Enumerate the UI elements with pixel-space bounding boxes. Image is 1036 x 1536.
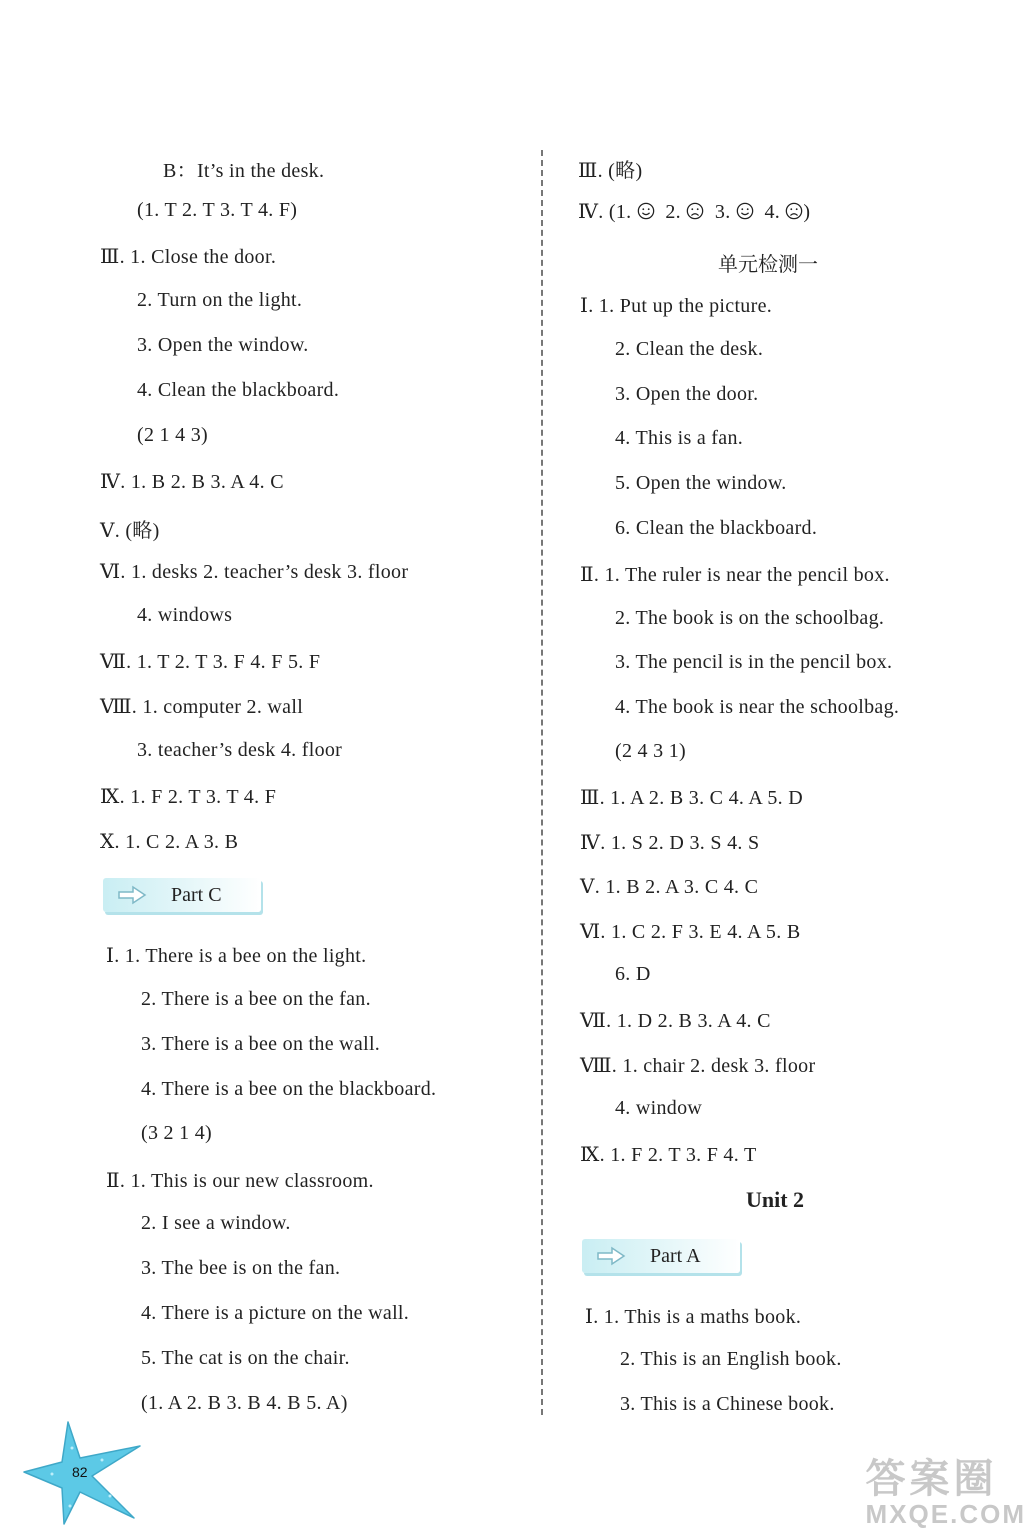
answer-line: 4. There is a picture on the wall. <box>141 1302 410 1324</box>
smile-face-icon <box>736 202 754 220</box>
unit-test-title: 单元检测一 <box>718 254 818 276</box>
section-iv: Ⅳ. 1. B 2. B 3. A 4. C <box>100 471 284 493</box>
answer-line: 2. The book is on the schoolbag. <box>615 607 885 629</box>
iv-prefix: Ⅳ. (1. <box>578 201 632 223</box>
section-iv: Ⅳ. 1. S 2. D 3. S 4. S <box>580 832 760 854</box>
iv-n4: 4. <box>764 201 781 223</box>
answer-line: 6. D <box>615 963 651 985</box>
watermark-top: 答案圈 <box>865 1457 998 1501</box>
answer-line: (3 2 1 4) <box>141 1122 213 1144</box>
section-ix: Ⅸ. 1. F 2. T 3. T 4. F <box>100 786 277 808</box>
answer-line: 3. teacher’s desk 4. floor <box>137 739 343 761</box>
section-iv-faces <box>578 199 810 224</box>
answer-line: (2 1 4 3) <box>137 424 209 446</box>
section-vi: Ⅵ. 1. desks 2. teacher’s desk 3. floor <box>100 561 409 583</box>
section-i: Ⅰ. 1. Put up the picture. <box>580 295 773 317</box>
answer-line: 4. windows <box>137 604 233 626</box>
section-iii: Ⅲ. (略) <box>578 160 643 182</box>
answer-line: (1. A 2. B 3. B 4. B 5. A) <box>141 1392 348 1414</box>
page-number: 82 <box>72 1464 88 1480</box>
section-vi: Ⅵ. 1. C 2. F 3. E 4. A 5. B <box>580 921 801 943</box>
answer-line: (2 4 3 1) <box>615 740 687 762</box>
text-line: B：It’s in the desk. <box>163 160 325 182</box>
part-c-banner <box>103 878 261 912</box>
answer-line: 2. I see a window. <box>141 1212 291 1234</box>
answer-line: 5. Open the window. <box>615 472 787 494</box>
section-ii: Ⅱ. 1. This is our new classroom. <box>106 1170 374 1192</box>
answer-line: 4. This is a fan. <box>615 427 744 449</box>
section-viii: Ⅷ. 1. computer 2. wall <box>100 696 304 718</box>
column-divider <box>541 150 543 1415</box>
answer-line: 3. Open the window. <box>137 334 309 356</box>
answer-line: 4. Clean the blackboard. <box>137 379 340 401</box>
section-x: Ⅹ. 1. C 2. A 3. B <box>100 831 239 853</box>
answer-line: 2. Clean the desk. <box>615 338 764 360</box>
watermark-bottom: MXQE.COM <box>865 1499 1026 1529</box>
answer-line: 3. There is a bee on the wall. <box>141 1033 381 1055</box>
section-vii: Ⅶ. 1. D 2. B 3. A 4. C <box>580 1010 771 1032</box>
unit-2-title: Unit 2 <box>746 1187 805 1212</box>
section-v: Ⅴ. (略) <box>100 520 160 542</box>
answer-line: 4. window <box>615 1097 703 1119</box>
answer-line: 3. This is a Chinese book. <box>620 1393 835 1415</box>
answer-line: 3. Open the door. <box>615 383 759 405</box>
part-a-label: Part A <box>650 1245 701 1267</box>
iv-suffix: ) <box>803 201 811 223</box>
answer-line: 4. There is a bee on the blackboard. <box>141 1078 437 1100</box>
smile-face-icon <box>637 202 655 220</box>
iv-n3: 3. <box>714 201 731 223</box>
answer-line: 2. This is an English book. <box>620 1348 842 1370</box>
answer-line: 2. There is a bee on the fan. <box>141 988 371 1010</box>
watermark <box>866 1458 1026 1528</box>
frown-face-icon <box>686 202 704 220</box>
frown-face-icon <box>785 202 803 220</box>
section-v: Ⅴ. 1. B 2. A 3. C 4. C <box>580 876 759 898</box>
section-iii: Ⅲ. 1. Close the door. <box>100 246 277 268</box>
answer-line: 4. The book is near the schoolbag. <box>615 696 900 718</box>
answer-line: 5. The cat is on the chair. <box>141 1347 350 1369</box>
section-vii: Ⅶ. 1. T 2. T 3. F 4. F 5. F <box>100 651 321 673</box>
section-ix: Ⅸ. 1. F 2. T 3. F 4. T <box>580 1144 757 1166</box>
iv-n2: 2. <box>665 201 681 223</box>
section-ii: Ⅱ. 1. The ruler is near the pencil box. <box>580 564 890 586</box>
answer-line: 6. Clean the blackboard. <box>615 517 818 539</box>
section-i: Ⅰ. 1. There is a bee on the light. <box>106 945 367 967</box>
section-viii: Ⅷ. 1. chair 2. desk 3. floor <box>580 1055 816 1077</box>
part-c-label: Part C <box>171 884 222 906</box>
answer-line: 3. The bee is on the fan. <box>141 1257 341 1279</box>
answer-line: (1. T 2. T 3. T 4. F) <box>137 199 298 221</box>
answer-line: 2. Turn on the light. <box>137 289 303 311</box>
arrow-right-icon <box>117 885 147 905</box>
part-a-banner <box>582 1239 740 1273</box>
section-i: Ⅰ. 1. This is a maths book. <box>585 1306 802 1328</box>
answer-line: 3. The pencil is in the pencil box. <box>615 651 893 673</box>
section-iii: Ⅲ. 1. A 2. B 3. C 4. A 5. D <box>580 787 803 809</box>
arrow-right-icon <box>596 1246 626 1266</box>
